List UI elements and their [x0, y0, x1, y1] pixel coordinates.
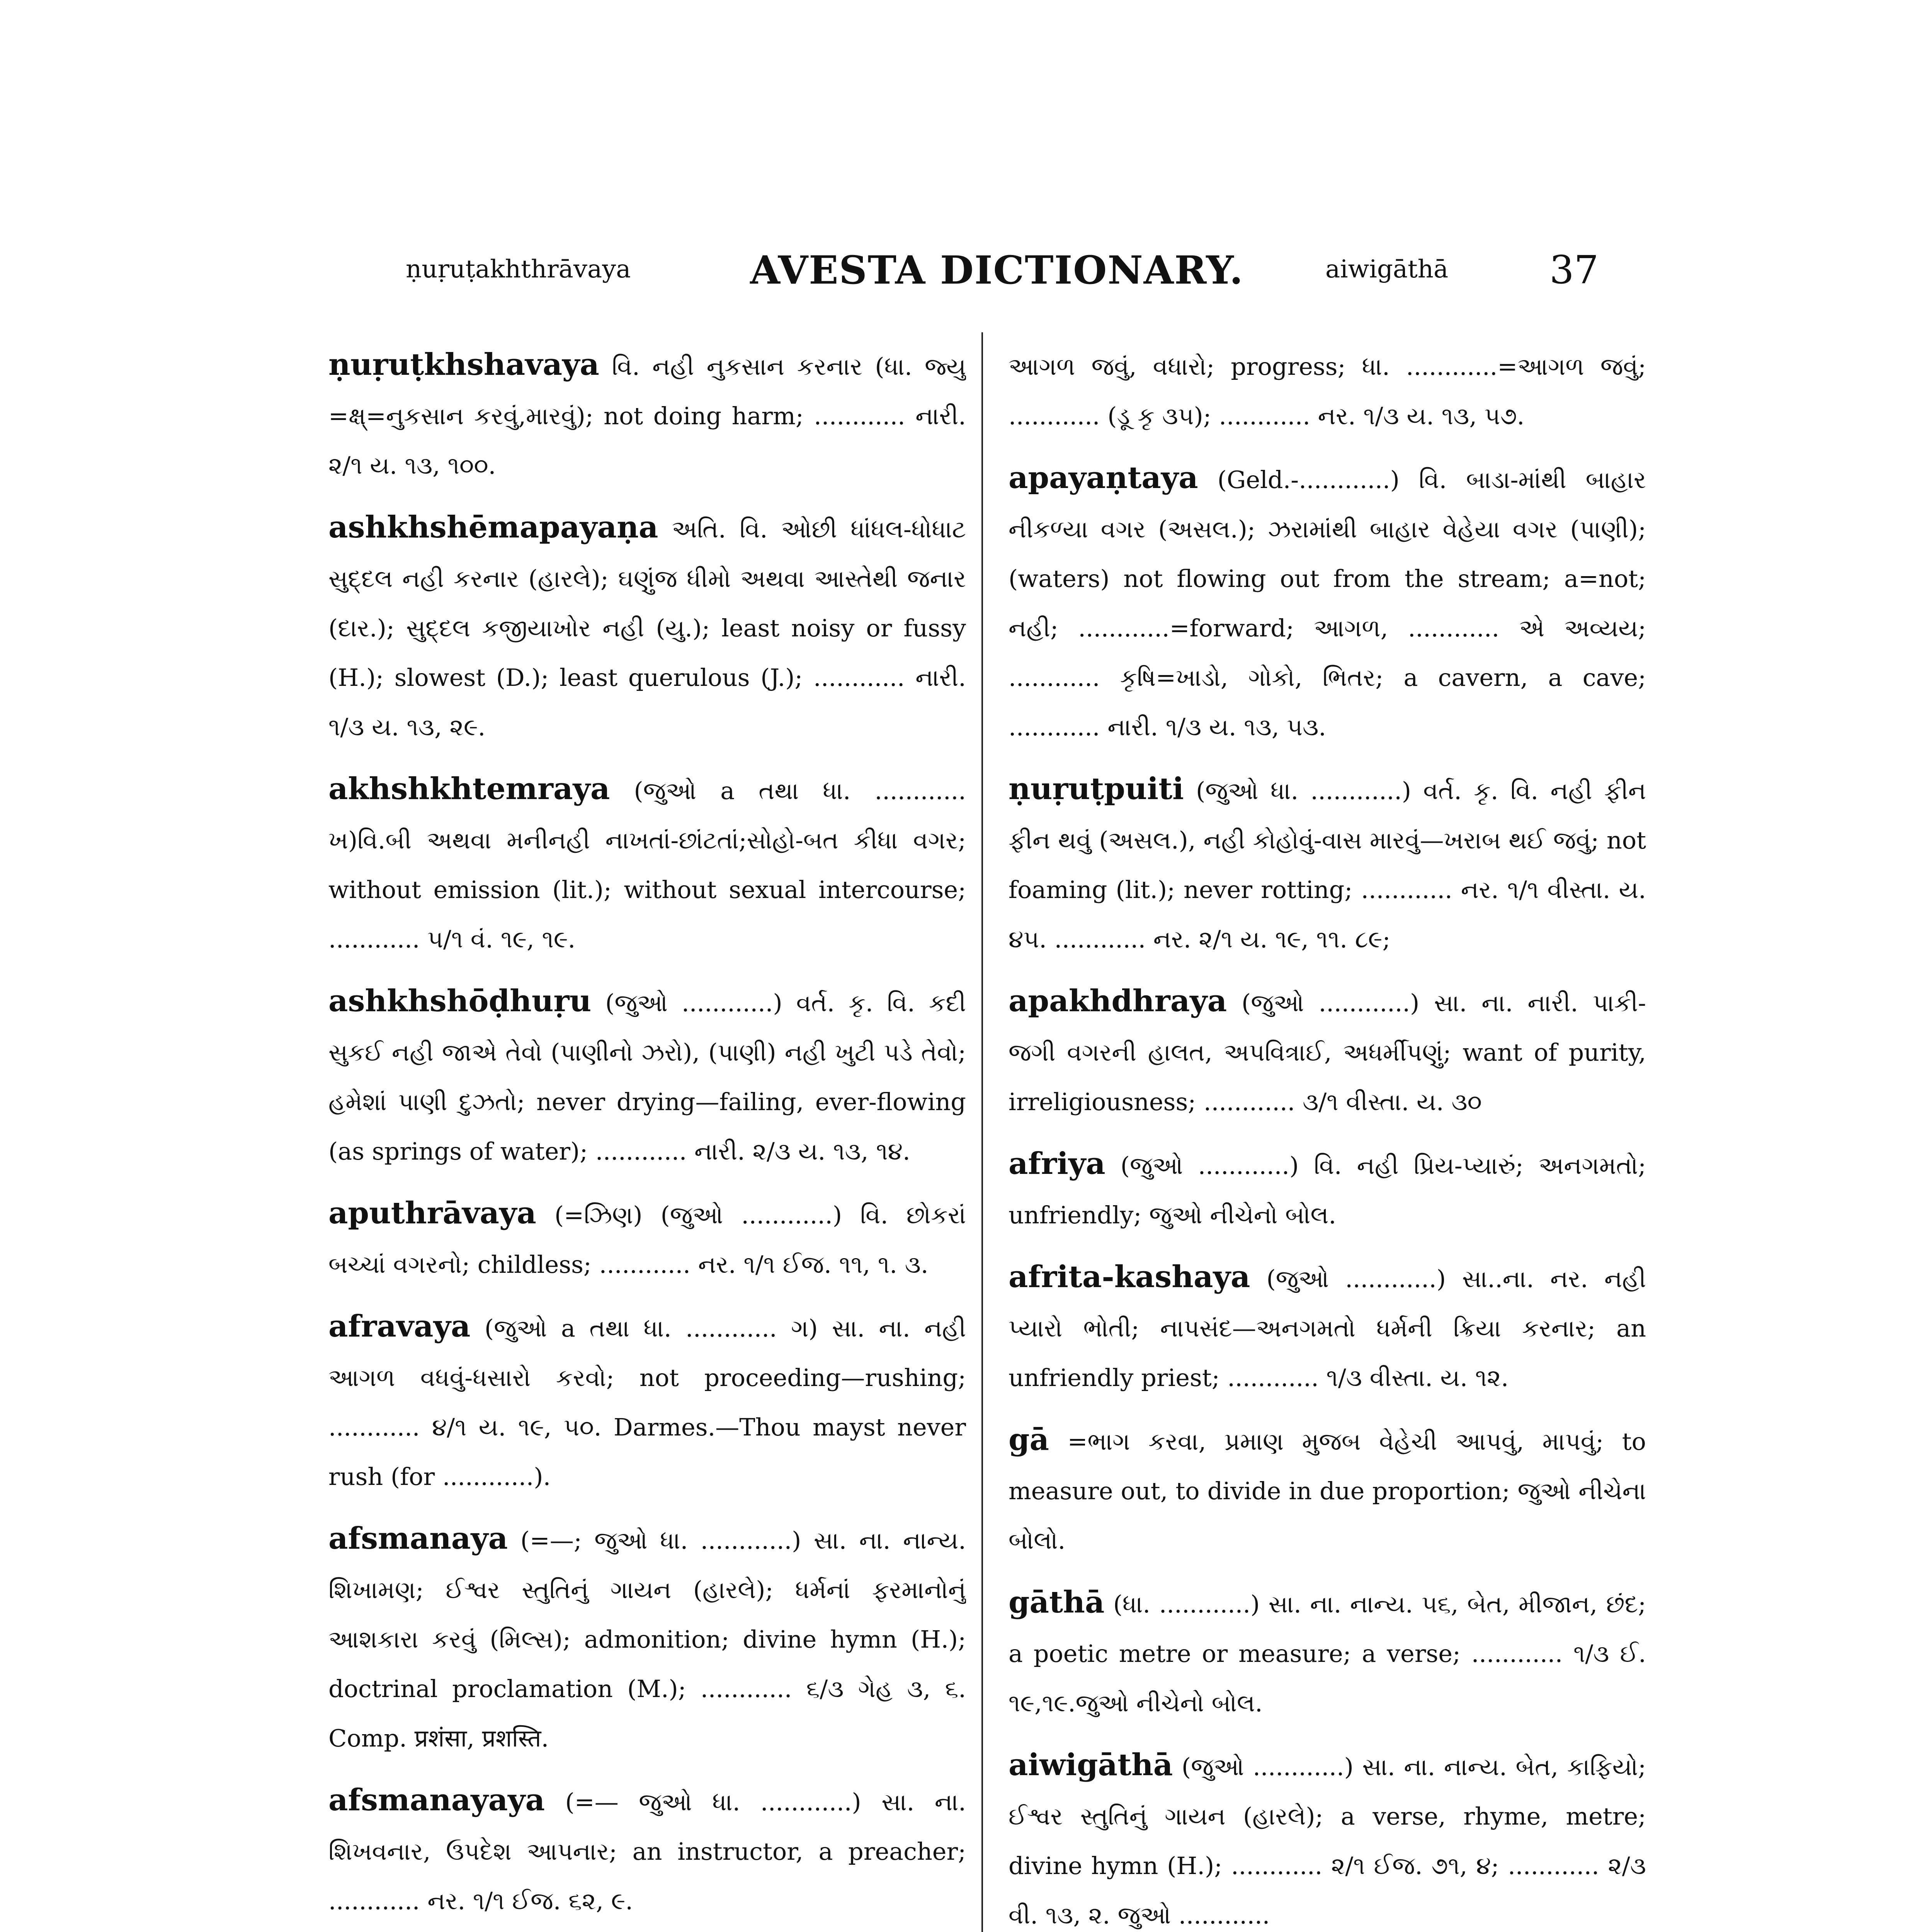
dictionary-entry [328, 1776, 966, 1926]
entry-text: (જુઓ ............) સા. ના. નારી. પાકી-જગી વગરની હાલત, અપવિત્રાઈ, અધર્મીપણું; want of purity, irreligiousness; ............ ૩/૧ વીસ્તા. ય. ૩૦ [1009, 989, 1646, 1116]
dictionary-entry [1009, 1139, 1646, 1240]
entry-headword: afsmanaya [328, 1521, 508, 1556]
right-column [1009, 340, 1646, 1932]
entry-text: અતિ. વિ. ઓછી ધાંધલ-ધોધાટ સુદ્દલ નહી કરનાર (હારલે); ઘણુંજ ધીમો અથવા આસ્તેથી જનાર (દાર.); સુદ્દલ કજીયાખોર નહી (યુ.); least noisy or fussy (H.); slowest (D.); least querulous (J.); ............ નારી. ૧/૩ ય. ૧૩, ૨૯. [328, 515, 966, 741]
entry-text: (જુઓ ............) વિ. નહી પ્રિય-પ્યારું; અનગમતો; unfriendly; જુઓ નીચેનો બોલ. [1009, 1151, 1646, 1229]
dictionary-entry [328, 503, 966, 752]
entry-text: (જુઓ a તથા ધા. ............ ગ) સા. ના. નહી આગળ વધવું-ધસારો કરવો; not proceeding—rushing; ............ ૪/૧ ય. ૧૯, ૫૦. Darmes.—Thou mayst never rush (for ............). [328, 1314, 966, 1491]
dictionary-entry [1009, 1252, 1646, 1403]
entry-text: (ધા. ............) સા. ના. નાન્ય. ૫૬, બેત, મીજાન, છંદ; a poetic metre or measure; a verse; ............ ૧/૩ ઈ. ૧૯,૧૯.જુઓ નીચેનો બોલ. [1009, 1590, 1646, 1717]
left-column [328, 340, 966, 1932]
entry-text: (જુઓ ............) સા. ના. નાન્ય. બેત, કાફિયો; ઈશ્વર સ્તુતિનું ગાયન (હારલે); a verse, rhyme, metre; divine hymn (H.); ............ ૨/૧ ઈજ. ૭૧, ૪; ............ ૨/૩ વી. ૧૩, ૨. જુઓ ............ [1009, 1753, 1646, 1929]
dictionary-entry [1009, 1578, 1646, 1728]
running-head-right: aiwigāthā [1325, 255, 1449, 284]
page-number: 37 [1549, 247, 1599, 293]
entry-headword: afravaya [328, 1309, 471, 1344]
entry-headword: akhshkhtemraya [328, 771, 610, 806]
entry-headword: gāthā [1009, 1585, 1105, 1620]
dictionary-entry [328, 764, 966, 964]
running-head-left: ṇuṛuṭakhthrāvaya [406, 255, 631, 284]
dictionary-entry [1009, 1740, 1646, 1932]
entry-headword: ashkhshēmapayaṇa [328, 510, 658, 545]
entry-text: વિ. નહી નુકસાન કરનાર (ધા. જ્યુ =ક્ષ્=નુકસાન કરવું,મારવું); not doing harm; ............ નારી. ૨/૧ ય. ૧૩, ૧૦૦. [328, 352, 966, 480]
entry-text: (જુઓ ............) વર્ત. કૃ. વિ. કદી સુકઈ નહી જાએ તેવો (પાણીનો ઝરો), (પાણી) નહી ખુટી પડે તેવો; હમેશાં પાણી દુઝતો; never drying—failing, ever-flowing (as springs of water); ............ નારી. ૨/૩ ય. ૧૩, ૧૪. [328, 989, 966, 1165]
dictionary-entry [328, 1302, 966, 1502]
entry-text: =ભાગ કરવા, પ્રમાણ મુજબ વેહેચી આપવું, માપવું; to measure out, to divide in due proportion; જુઓ નીચેના બોલો. [1009, 1427, 1646, 1554]
dictionary-entry [1009, 453, 1646, 752]
entry-headword: gā [1009, 1422, 1049, 1457]
entry-text: (જુઓ ધા. ............) વર્ત. કૃ. વિ. નહી ફીન ફીન થવું (અસલ.), નહી કોહોવું-વાસ મારવું—ખરાબ થઈ જવું; not foaming (lit.); never rotting; ............ નર. ૧/૧ વીસ્તા. ય. ૪૫. ............ નર. ૨/૧ ય. ૧૯, ૧૧. ૮૯; [1009, 777, 1646, 953]
page-title: AVESTA DICTIONARY. [750, 247, 1244, 293]
entry-headword: aputhrāvaya [328, 1196, 536, 1231]
entry-headword: ṇuṛuṭkhshavaya [328, 347, 599, 382]
dictionary-entry [1009, 340, 1646, 441]
dictionary-entry [1009, 764, 1646, 964]
dictionary-entry [328, 1514, 966, 1763]
entry-text: (જુઓ ............) સા..ના. નર. નહી પ્યારો ભોતી; નાપસંદ—અનગમતો ધર્મની ક્રિયા કરનાર; an unfriendly priest; ............ ૧/૩ વીસ્તા. ય. ૧૨. [1009, 1265, 1646, 1392]
page-header [406, 247, 1615, 317]
entry-headword: ashkhshōḍhuṛu [328, 983, 592, 1019]
dictionary-entry [1009, 1415, 1646, 1565]
entry-headword: afrita-kashaya [1009, 1259, 1250, 1294]
entry-headword: apayaṇtaya [1009, 460, 1198, 495]
entry-text: (જુઓ a તથા ધા. ............ ખ)વિ.બી અથવા મનીનહી નાખતાં-છાંટતાં;સોહો-બત કીધા વગર; without emission (lit.); without sexual intercourse; ............ ૫/૧ વં. ૧૯, ૧૯. [328, 777, 966, 953]
entry-headword: ṇuṛuṭpuiti [1009, 771, 1184, 806]
entry-headword: afriya [1009, 1146, 1105, 1181]
dictionary-entry [328, 976, 966, 1176]
dictionary-entry [328, 1189, 966, 1289]
entry-text: (=—; જુઓ ધા. ............) સા. ના. નાન્ય. શિખામણ; ઈશ્વર સ્તુતિનું ગાયન (હારલે); ધર્મનાં ફરમાનોનું આશકારા કરવું (મિલ્સ); admonition; divine hymn (H.); doctrinal proclamation (M.); ............ ૬/૩ ગેહ ૩, ૬. Comp. प्रशंसा, प्रशस्ति. [328, 1526, 966, 1752]
entry-headword: apakhdhraya [1009, 983, 1227, 1019]
dictionary-entry [328, 340, 966, 490]
entry-text: (Geld.-............) વિ. બાડા-માંથી બાહાર નીકળ્યા વગર (અસલ.); ઝરામાંથી બાહાર વેહેયા વગર (પાણી); (waters) not flowing out from the stream; a=not; નહી; ............=forward; આગળ, ............ એ અવ્યય; ............ કૃષિ=ખાડો, ગોકો, ભિતર; a cavern, a cave; ............ નારી. ૧/૩ ય. ૧૩, ૫૩. [1009, 466, 1646, 741]
dictionary-entry [1009, 976, 1646, 1127]
entry-headword: aiwigāthā [1009, 1747, 1173, 1782]
column-divider [981, 332, 983, 1932]
entry-text: આગળ જવું, વધારો; progress; ધા. ............=આગળ જવું; ............ (ડૂ કૃ ૩૫); ............ નર. ૧/૩ ય. ૧૩, ૫૭. [1009, 352, 1646, 430]
entry-text: (=ઝિણ) (જુઓ ............) વિ. છોકરાં બચ્ચાં વગરનો; childless; ............ નર. ૧/૧ ઈજ. ૧૧, ૧. ૩. [328, 1201, 966, 1279]
entry-text: (=— જુઓ ધા. ............) સા. ના. શિખવનાર, ઉપદેશ આપનાર; an instructor, a preacher; ............ નર. ૧/૧ ઈજ. ૬૨, ૯. [328, 1788, 966, 1915]
entry-headword: afsmanayaya [328, 1782, 545, 1818]
